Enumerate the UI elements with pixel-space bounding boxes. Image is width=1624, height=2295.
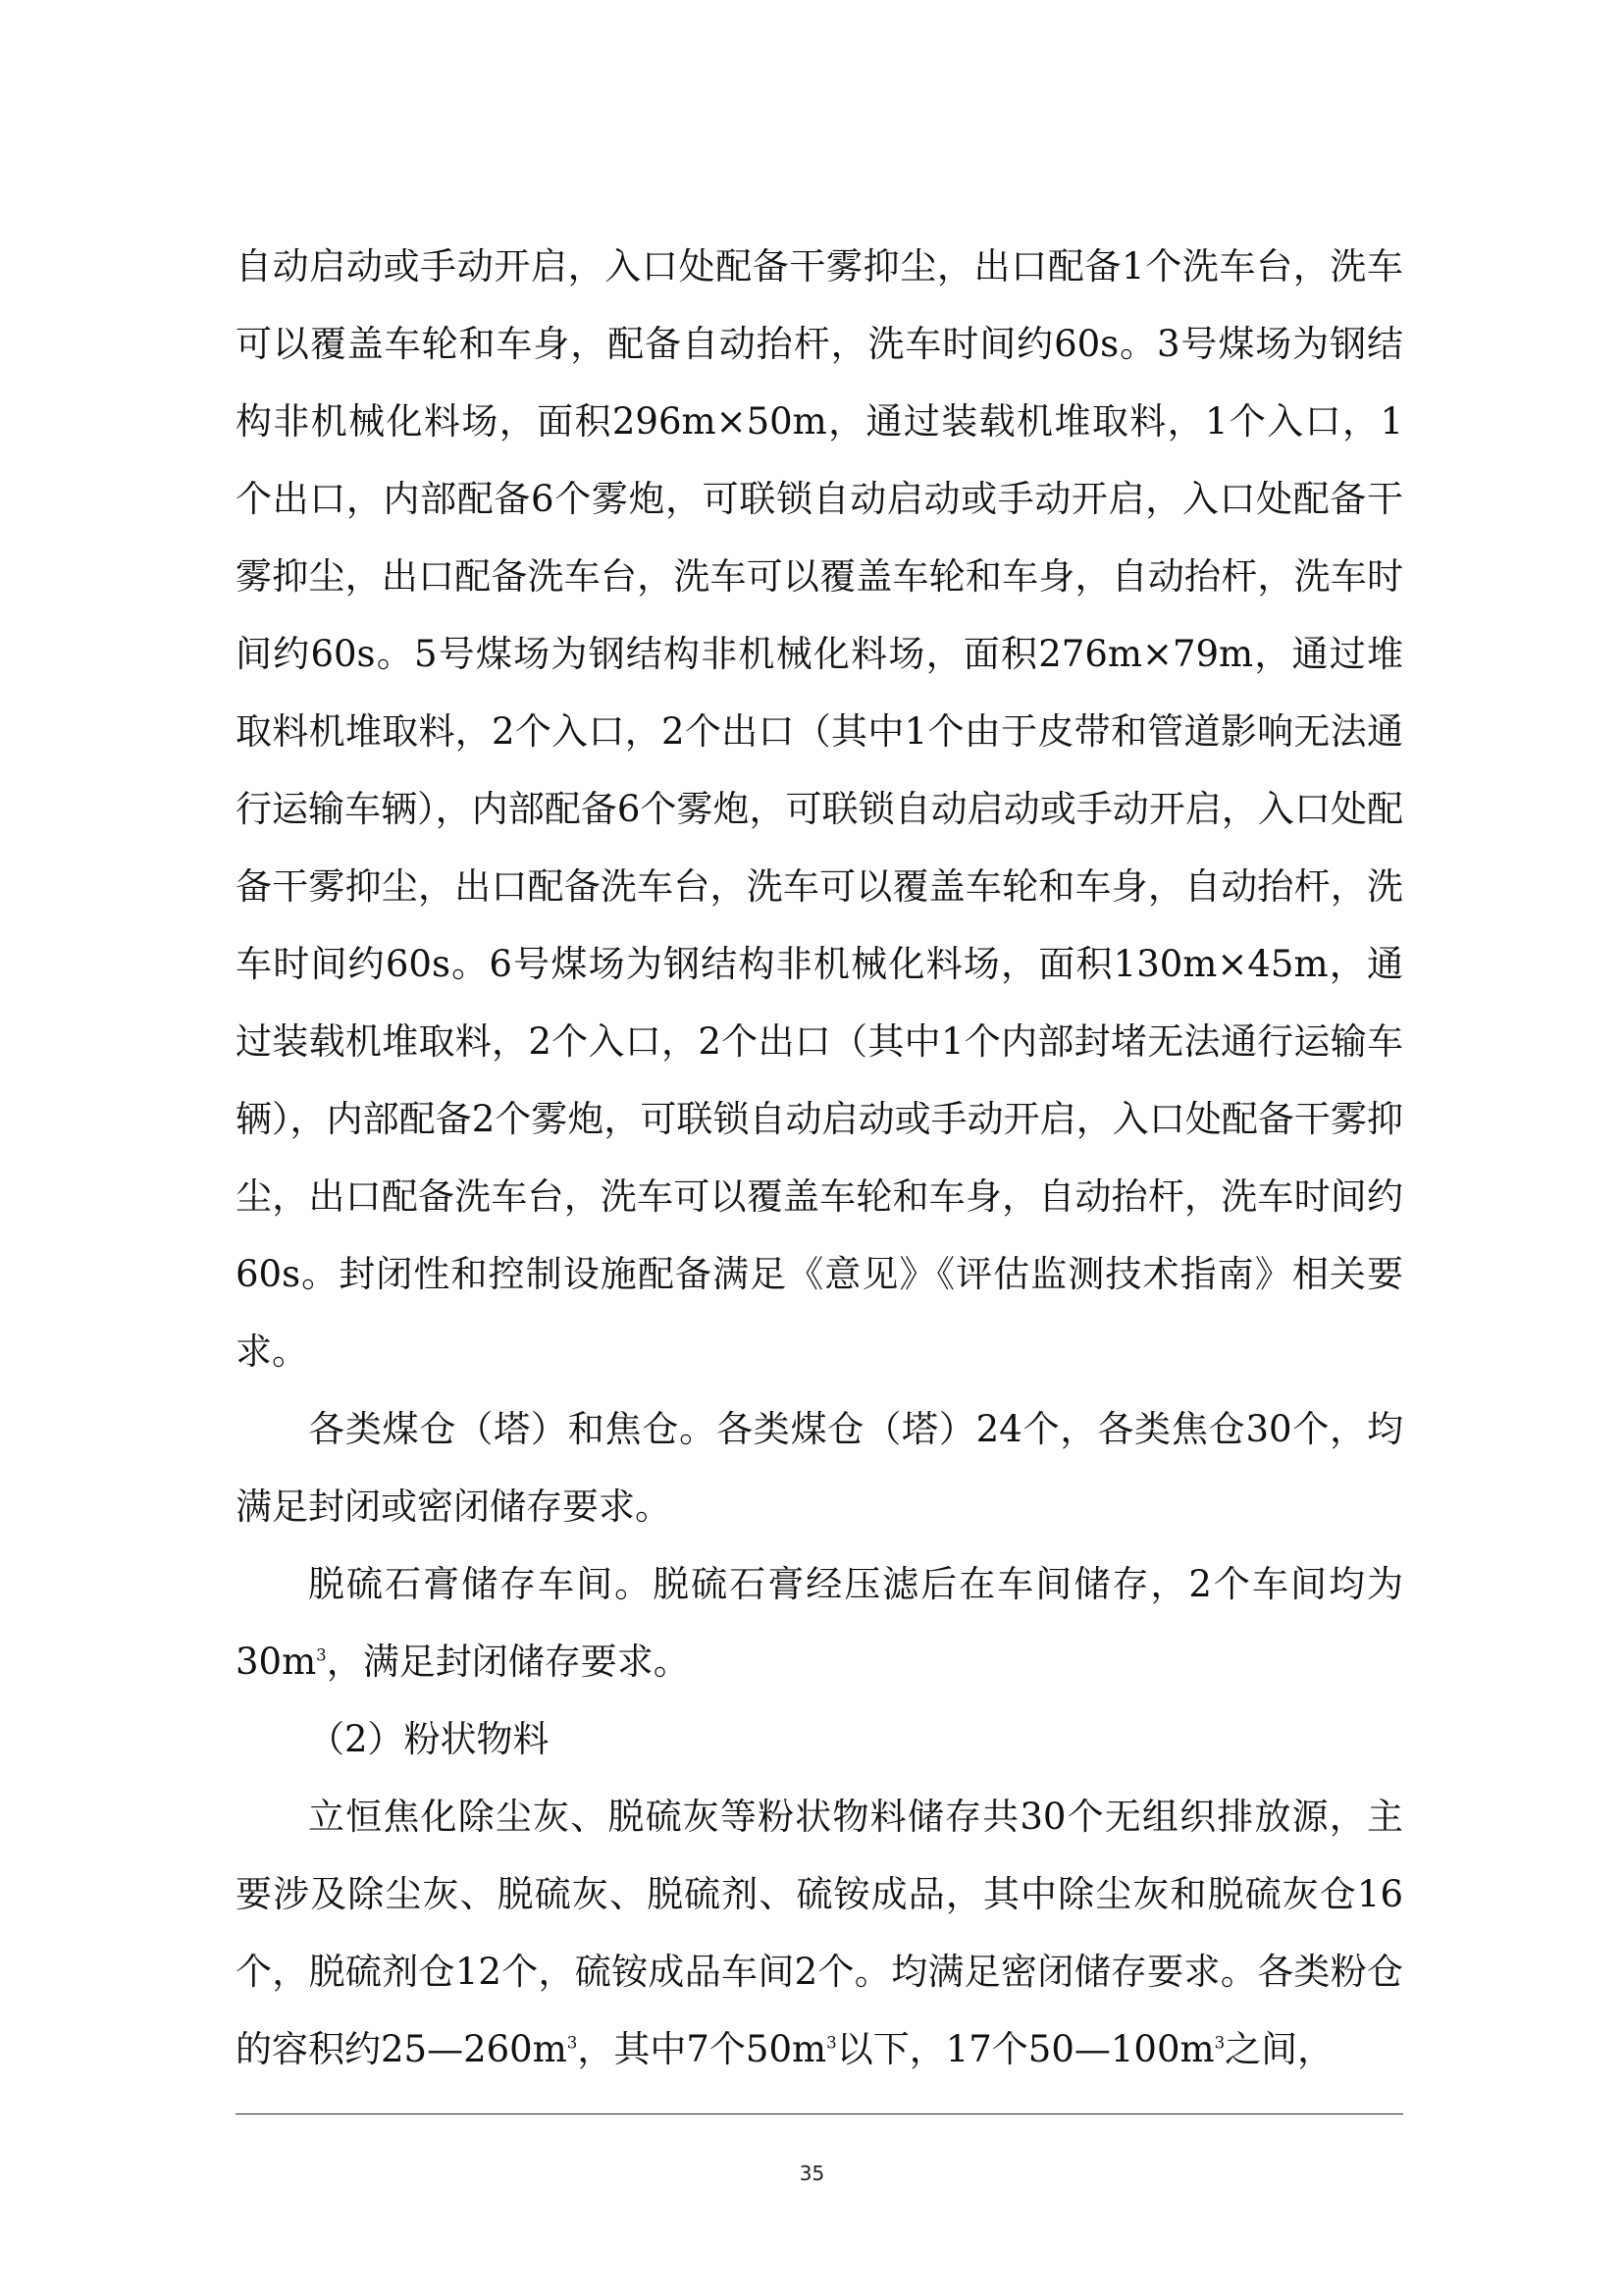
gypsum-text: 脱硫石膏储存车间。脱硫石膏经压滤后在车间储存，2个车间均为30m bbox=[236, 1563, 1403, 1683]
page-number: 35 bbox=[799, 2162, 825, 2185]
paragraph-powder bbox=[236, 1778, 1403, 2088]
body-text bbox=[236, 228, 1403, 2088]
gypsum-tail: ，满足封闭储存要求。 bbox=[326, 1641, 690, 1683]
gypsum-unit-sup: 3 bbox=[316, 1645, 327, 1665]
paragraph-coal-silos: 各类煤仓（塔）和焦仓。各类煤仓（塔）24个，各类焦仓30个，均满足封闭或密闭储存要求。 bbox=[236, 1408, 1403, 1528]
paragraph-gypsum bbox=[236, 1545, 1403, 1700]
paragraph-coal-yards: 自动启动或手动开启，入口处配备干雾抑尘，出口配备1个洗车台，洗车可以覆盖车轮和车身，配备自动抬杆，洗车时间约60s。3号煤场为钢结构非机械化料场，面积296m×50m，通过装载机堆取料，1个入口，1个出口，内部配备6个雾炮，可联锁自动启动或手动开启，入口处配备干雾抑尘，出口配备洗车台，洗车可以覆盖车轮和车身，自动抬杆，洗车时间约60s。5号煤场为钢结构非机械化料场，面积276m×79m，通过堆取料机堆取料，2个入口，2个出口（其中1个由于皮带和管道影响无法通行运输车辆），内部配备6个雾炮，可联锁自动启动或手动开启，入口处配备干雾抑尘，出口配备洗车台，洗车可以覆盖车轮和车身，自动抬杆，洗车时间约60s。6号煤场为钢结构非机械化料场，面积130m×45m，通过装载机堆取料，2个入口，2个出口（其中1个内部封堵无法通行运输车辆），内部配备2个雾炮，可联锁自动启动或手动开启，入口处配备干雾抑尘，出口配备洗车台，洗车可以覆盖车轮和车身，自动抬杆，洗车时间约60s。封闭性和控制设施配备满足《意见》《评估监测技术指南》相关要求。 bbox=[236, 245, 1403, 1373]
powder-sup-2: 3 bbox=[826, 2033, 837, 2053]
section-subheading: （2）粉状物料 bbox=[308, 1718, 550, 1760]
powder-text-2: ，其中7个50m bbox=[577, 2028, 827, 2070]
powder-sup-3: 3 bbox=[1214, 2033, 1226, 2053]
powder-text-4: 之间， bbox=[1225, 2028, 1335, 2070]
powder-text-3: 以下，17个50—100m bbox=[836, 2028, 1215, 2070]
footer-divider bbox=[236, 2113, 1403, 2114]
powder-text-1: 立恒焦化除尘灰、脱硫灰等粉状物料储存共30个无组织排放源，主要涉及除尘灰、脱硫灰、脱硫剂、硫铵成品，其中除尘灰和脱硫灰仓16个，脱硫剂仓12个，硫铵成品车间2个。均满足密闭储存要求。各类粉仓的容积约25—260m bbox=[236, 1796, 1403, 2070]
powder-sup-1: 3 bbox=[566, 2033, 578, 2053]
